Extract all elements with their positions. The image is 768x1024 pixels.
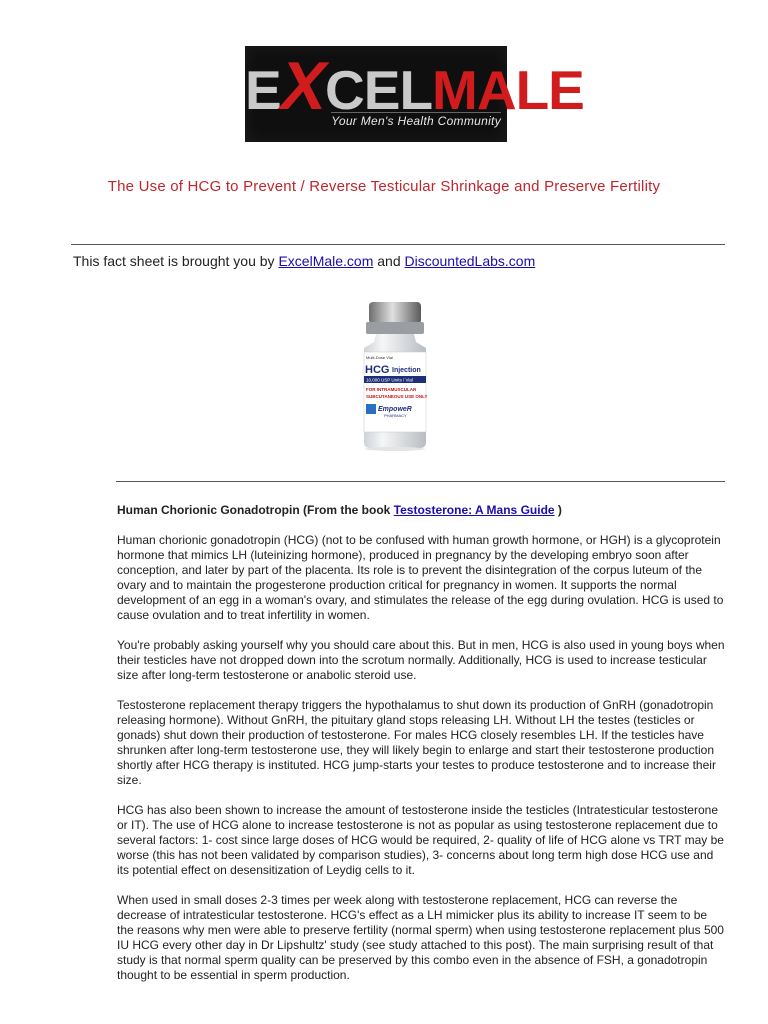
logo-letter-x: X — [280, 48, 326, 124]
section-heading — [117, 503, 727, 518]
article-body — [117, 503, 727, 998]
vial-cap — [369, 302, 421, 324]
paragraph-intratesticular: HCG has also been shown to increase the amount of testosterone inside the testicles (Intratesticular testosterone or IT). The use of HCG alone to increase testosterone is not as popular as using testosterone replacement due to several factors: 1- cost since large doses of HCG would be required, 2- quality of life of HCG alone vs TRT may be worse (this has not been validated by comparison studies), 3- concerns about long term high dose HCG use and its potential effect on desensitization of Leydig cells to it. — [117, 803, 724, 877]
logo-letter-e: E — [245, 59, 281, 121]
vial-brand: HCG — [365, 364, 390, 376]
vial-maker-icon — [366, 404, 376, 414]
paragraph-hcg-definition: Human chorionic gonadotropin (HCG) (not to be confused with human growth hormone, or HGH) is a glycoprotein hormone that mimics LH (luteinizing hormone), produced in pregnancy by the developing embryo soon after conception, and later by part of the placenta. Its role is to prevent the disintegration of the corpus luteum of the ovary and to maintain the progesterone production critical for pregnancy in women. It supports the normal development of an egg in a woman's ovary, and stimulates the release of the egg during ovulation. HCG is used to cause ovulation and to treat infertility in women. — [117, 533, 724, 622]
divider-top — [71, 244, 725, 245]
byline-prefix: This fact sheet is brought you by — [73, 253, 279, 269]
hcg-vial-image — [354, 300, 436, 452]
logo-text-male: MALE — [432, 59, 584, 121]
logo-tagline: Your Men's Health Community — [331, 114, 501, 128]
heading-suffix: ) — [554, 503, 562, 517]
paragraph-why-care: You're probably asking yourself why you should care about this. But in men, HCG is also used in young boys when their testicles have not dropped down into the scrotum normally. Additionally, HCG is used to increase testicular size after long-term testosterone or anabolic steroid use. — [117, 638, 725, 682]
paragraph-fertility: When used in small doses 2-3 times per week along with testosterone replacement, HCG can reverse the decrease of intratesticular testosterone. HCG's effect as a LH mimicker plus its ability to increase IT seem to be the reasons why men were able to preserve fertility (normal sperm) when using testosterone replacement plus 500 IU HCG every other day in Dr Lipshultz' study (see study attached to this post). The main surprising result of that study is that normal sperm quality can be preserved by this combo even in the absence of FSH, a gonadotropin thought to be essential in sperm production. — [117, 893, 724, 982]
divider-section — [116, 481, 725, 482]
document-title: The Use of HCG to Prevent / Reverse Testicular Shrinkage and Preserve Fertility — [107, 178, 661, 195]
excelmale-logo[interactable] — [245, 46, 584, 142]
excelmale-link[interactable]: ExcelMale.com — [278, 253, 374, 269]
vial-top-label: Multi-Dose Vial — [366, 355, 393, 360]
logo-text-cel: CEL — [325, 59, 433, 121]
vial-maker-sub: PHARMACY — [384, 413, 407, 418]
byline-middle: and — [373, 253, 405, 269]
vial-shadow — [365, 447, 425, 451]
vial-units: 10,000 USP Units / Vial — [366, 377, 413, 383]
vial-route-2: SUBCUTANEOUS USE ONLY — [366, 394, 428, 399]
paragraph-trt-mechanism: Testosterone replacement therapy triggers the hypothalamus to shut down its production of GnRH (gonadotropin releasing hormone). Without GnRH, the pituitary gland stops releasing LH. Without LH the testes (testicles or gonads) shut down their production of testosterone. For males HCG closely resembles LH. If the testicles have shrunken after long-term testosterone use, they will likely begin to enlarge and start their testosterone production shortly after HCG therapy is instituted. HCG jump-starts your testes to produce testosterone and to increase their size. — [117, 698, 716, 787]
vial-maker: EmpoweR — [378, 406, 412, 413]
vial-product: Injection — [392, 367, 421, 374]
vial-route-1: FOR INTRAMUSCULAR — [366, 387, 417, 392]
discountedlabs-link[interactable]: DiscountedLabs.com — [404, 253, 536, 269]
book-link[interactable]: Testosterone: A Mans Guide — [393, 503, 555, 517]
vial-crimp — [366, 322, 424, 334]
heading-prefix: Human Chorionic Gonadotropin (From the book — [117, 503, 394, 517]
byline — [73, 253, 535, 269]
